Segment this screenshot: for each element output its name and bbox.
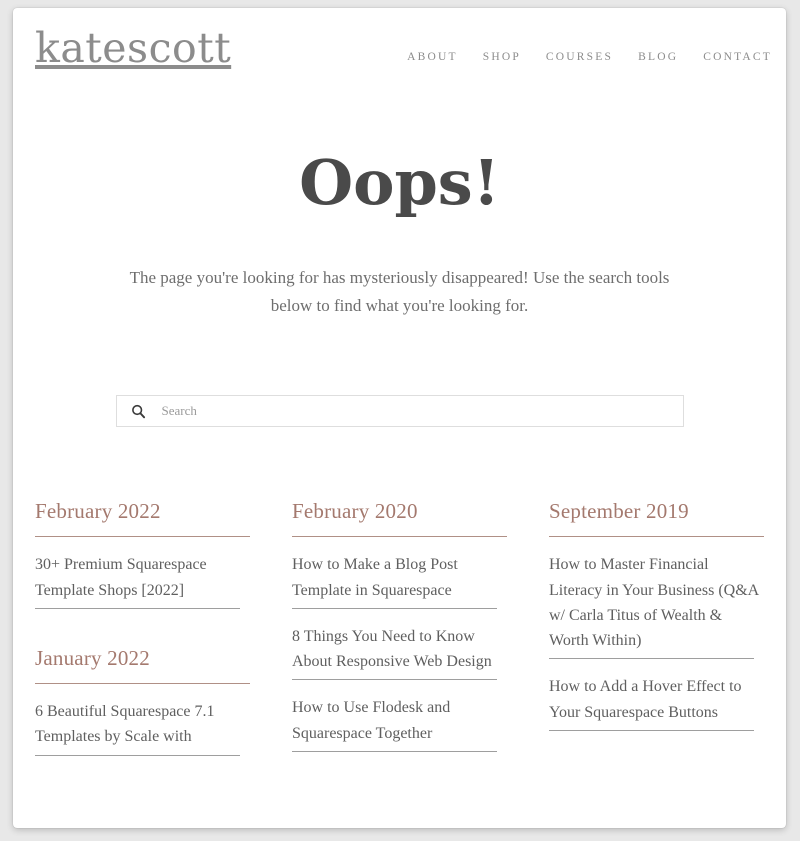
post-divider — [292, 751, 497, 752]
search-section — [116, 395, 684, 427]
post-list — [549, 537, 764, 731]
nav-item-blog[interactable]: BLOG — [638, 51, 679, 63]
month-heading: September 2019 — [549, 499, 689, 524]
month-heading: January 2022 — [35, 645, 150, 670]
site-logo[interactable]: katescott — [35, 24, 232, 72]
nav-item-shop[interactable]: SHOP — [482, 51, 521, 63]
search-box[interactable] — [116, 395, 684, 427]
archive-column-3 — [549, 498, 764, 756]
page-title: Oops! — [299, 146, 500, 219]
search-icon — [131, 404, 146, 419]
page-card — [13, 8, 786, 828]
post-link[interactable]: 8 Things You Need to Know About Responsive Web Design — [292, 627, 492, 671]
archive-columns — [13, 498, 786, 756]
month-heading: February 2022 — [35, 499, 161, 524]
post-link[interactable]: 30+ Premium Squarespace Template Shops [2022] — [35, 556, 207, 599]
month-heading: February 2020 — [292, 499, 418, 524]
site-header — [13, 8, 786, 108]
month-group — [549, 498, 764, 731]
post-divider — [549, 730, 754, 731]
post-link[interactable]: 6 Beautiful Squarespace 7.1 Templates by Scale with — [35, 703, 215, 746]
list-item — [549, 537, 764, 659]
archive-column-2 — [292, 498, 507, 756]
list-item — [35, 684, 250, 756]
month-group — [292, 498, 507, 752]
list-item — [292, 537, 507, 609]
search-input[interactable] — [162, 403, 673, 419]
list-item — [549, 659, 764, 731]
post-list — [35, 537, 250, 609]
post-divider — [35, 755, 240, 756]
post-list — [35, 684, 250, 756]
post-link[interactable]: How to Use Flodesk and Squarespace Together — [292, 699, 451, 742]
post-list — [292, 537, 507, 752]
nav-item-about[interactable]: ABOUT — [407, 51, 458, 63]
post-link[interactable]: How to Make a Blog Post Template in Squarespace — [292, 556, 458, 599]
error-hero — [13, 108, 786, 319]
post-divider — [35, 608, 240, 609]
nav-item-courses[interactable]: COURSES — [545, 51, 614, 63]
post-link[interactable]: How to Add a Hover Effect to Your Squarespace Buttons — [549, 678, 742, 721]
list-item — [35, 537, 250, 609]
month-group — [35, 645, 250, 756]
main-navigation — [407, 51, 772, 63]
list-item — [292, 680, 507, 752]
archive-column-1 — [35, 498, 250, 756]
nav-item-contact[interactable]: CONTACT — [703, 51, 772, 63]
error-message: The page you're looking for has mysteriously disappeared! Use the search tools below to find what you're looking for. — [129, 268, 670, 315]
post-link[interactable]: How to Master Financial Literacy in Your Business (Q&A w/ Carla Titus of Wealth & Worth Within) — [549, 556, 759, 650]
list-item — [292, 609, 507, 681]
month-group — [35, 498, 250, 609]
